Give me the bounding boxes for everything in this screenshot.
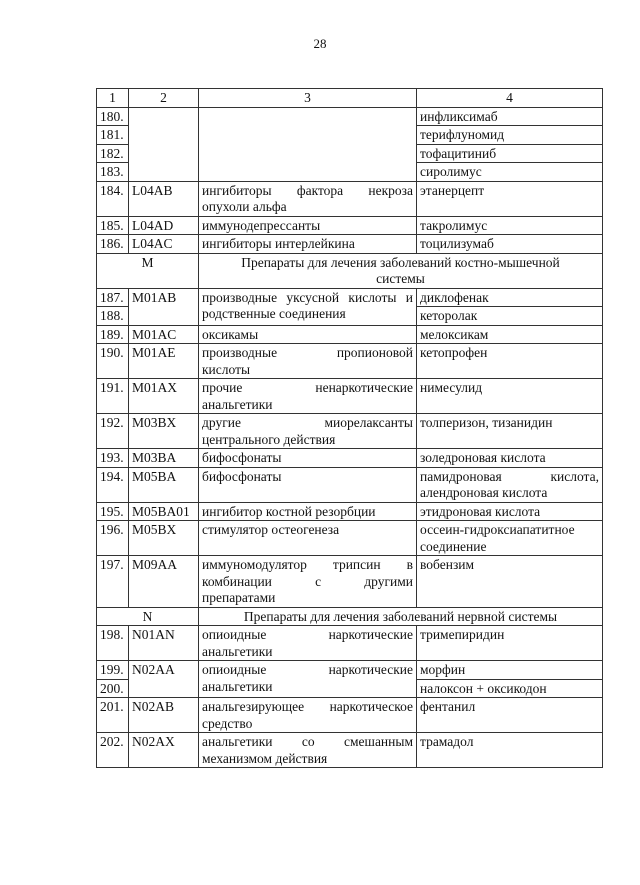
drug-name-line: памидроновая кислота, [420,468,599,484]
table-row [97,235,603,254]
section-title-line: системы [376,271,425,286]
drug-group [199,626,417,661]
table-row [97,181,603,216]
row-number: 193. [97,449,129,468]
row-number: 199. [97,661,129,680]
row-number: 200. [97,679,129,698]
drug-group-line: механизмом действия [202,750,328,766]
table-row [97,661,603,680]
drug-group [199,288,417,325]
row-number: 191. [97,379,129,414]
drug-group: ингибитор костной резорбции [199,502,417,521]
header-cell: 2 [129,89,199,108]
row-number: 202. [97,733,129,768]
atc-code: M05BA [129,467,199,502]
drug-group-line: препаратами [202,590,276,605]
drug-name-line: алендроновая кислота [420,485,548,500]
table-row [97,556,603,608]
table-row [97,344,603,379]
section-row [97,253,603,288]
atc-code-cell [129,107,199,181]
table-row [97,288,603,307]
section-letter: N [97,607,199,626]
drug-group: ингибиторы интерлейкина [199,235,417,254]
drug-name-line: оссеин-гидроксиапатитное [420,522,575,537]
drug-group-line: анальгетики [202,396,273,412]
row-number: 189. [97,325,129,344]
section-title [199,253,603,288]
row-number: 184. [97,181,129,216]
section-title-line: Препараты для лечения заболеваний костно-мышечной [241,254,560,270]
row-number: 190. [97,344,129,379]
row-number: 195. [97,502,129,521]
drug-group [199,181,417,216]
atc-code: M05BX [129,521,199,556]
atc-code: L04AB [129,181,199,216]
atc-code: M03BA [129,449,199,468]
drug-group-line: анальгезирующее наркотическое [202,699,413,714]
row-number: 188. [97,307,129,326]
atc-code: L04AD [129,216,199,235]
atc-code: M01AC [129,325,199,344]
drug-group: стимулятор остеогенеза [199,521,417,556]
page-number: 28 [313,36,327,51]
table-row [97,626,603,661]
drug-group-line: опиоидные наркотические [202,627,413,642]
drug-name: кеторолак [417,307,603,326]
row-number: 180. [97,107,129,126]
drug-group-line: опиоидные наркотические [202,662,413,677]
table-row [97,216,603,235]
drug-name: инфликсимаб [417,107,603,126]
drug-group [199,556,417,608]
drug-name: этанерцепт [417,181,603,216]
atc-code: M01AX [129,379,199,414]
drug-name [417,467,603,502]
row-number: 194. [97,467,129,502]
drug-group: оксикамы [199,325,417,344]
drug-group-line: опухоли альфа [202,199,287,214]
drug-name: сиролимус [417,163,603,182]
table-row [97,379,603,414]
table-row [97,449,603,468]
drug-group [199,414,417,449]
atc-code: M01AE [129,344,199,379]
drug-name: золедроновая кислота [417,449,603,468]
table-row [97,521,603,556]
drug-group-line: ингибиторы фактора некроза [202,182,413,198]
drug-name [417,521,603,556]
row-number: 183. [97,163,129,182]
row-number: 186. [97,235,129,254]
drug-group: иммунодепрессанты [199,216,417,235]
atc-code: N02AA [129,661,199,698]
drug-group-line: кислоты [202,361,251,377]
drug-group-line: анальгетики [202,678,273,694]
row-number: 182. [97,144,129,163]
section-row [97,607,603,626]
table-row [97,325,603,344]
atc-code: L04AC [129,235,199,254]
atc-code: M09AA [129,556,199,608]
atc-code: M01AB [129,288,199,325]
table-header-row [97,89,603,108]
row-number: 192. [97,414,129,449]
header-cell: 3 [199,89,417,108]
drug-name: тримепиридин [417,626,603,661]
table-row [97,502,603,521]
drug-group-line: другие миорелаксанты [202,415,413,430]
drug-group-line: родственные соединения [202,306,346,321]
table-row [97,733,603,768]
atc-code: M03BX [129,414,199,449]
drug-group-line: анальгетики со смешанным [202,734,413,749]
drug-name: трамадол [417,733,603,768]
drug-group-line: прочие ненаркотические [202,380,413,395]
drug-name: морфин [417,661,603,680]
drug-name: нимесулид [417,379,603,414]
row-number: 197. [97,556,129,608]
drug-group [199,698,417,733]
table-row [97,698,603,733]
drug-name: налоксон + оксикодон [417,679,603,698]
drug-table [96,88,603,768]
drug-name: кетопрофен [417,344,603,379]
section-title: Препараты для лечения заболеваний нервной системы [199,607,603,626]
drug-group-line: иммуномодулятор трипсин в [202,557,413,572]
drug-group-line: производные уксусной кислоты и [202,289,413,305]
table-row [97,414,603,449]
drug-group-cell [199,107,417,181]
row-number: 187. [97,288,129,307]
row-number: 196. [97,521,129,556]
row-number: 201. [97,698,129,733]
header-cell: 4 [417,89,603,108]
drug-group [199,344,417,379]
section-letter: M [97,253,199,288]
drug-name: тоцилизумаб [417,235,603,254]
drug-name: терифлуномид [417,126,603,145]
atc-code: M05BA01 [129,502,199,521]
drug-group [199,661,417,698]
table-row [97,107,603,126]
drug-name: вобензим [417,556,603,608]
drug-group [199,379,417,414]
atc-code: N01AN [129,626,199,661]
drug-name: тофацитиниб [417,144,603,163]
table-row [97,467,603,502]
drug-group-line: анальгетики [202,643,273,659]
drug-group [199,733,417,768]
drug-group-line: производные пропионовой [202,345,413,360]
drug-name: фентанил [417,698,603,733]
drug-group: бифосфонаты [199,467,417,502]
atc-code: N02AB [129,698,199,733]
atc-code: N02AX [129,733,199,768]
drug-name-line: соединение [420,538,487,554]
drug-name: диклофенак [417,288,603,307]
drug-name: этидроновая кислота [417,502,603,521]
drug-group-line: средство [202,715,253,731]
drug-name: такролимус [417,216,603,235]
drug-name: толперизон, тизанидин [417,414,603,449]
drug-group: бифосфонаты [199,449,417,468]
drug-group-line: комбинации с другими [202,573,413,589]
drug-name: мелоксикам [417,325,603,344]
header-cell: 1 [97,89,129,108]
drug-group-line: центрального действия [202,431,336,447]
row-number: 185. [97,216,129,235]
row-number: 181. [97,126,129,145]
row-number: 198. [97,626,129,661]
